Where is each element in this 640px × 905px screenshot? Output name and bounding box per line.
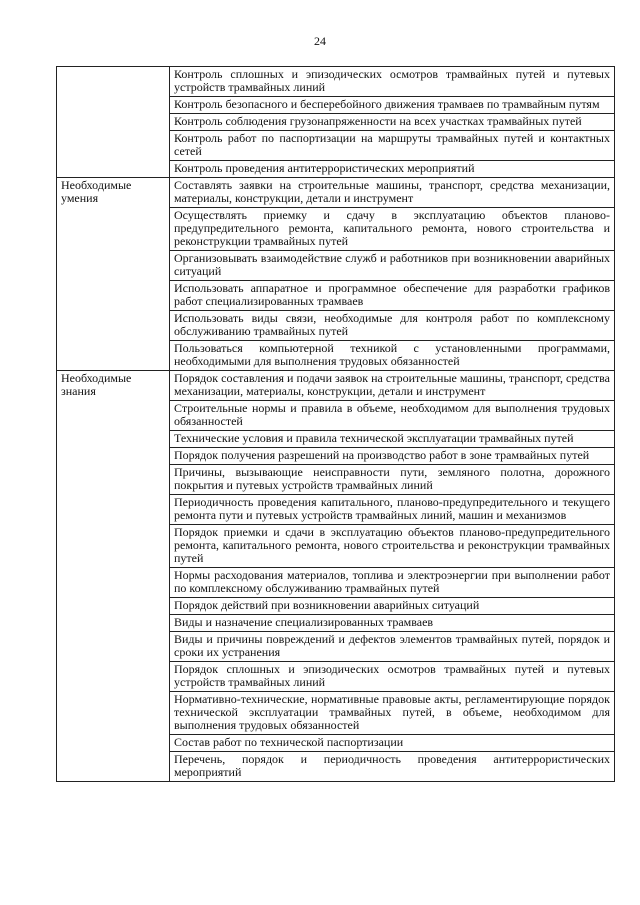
requirement-item: Строительные нормы и правила в объеме, необходимом для выполнения трудовых обязанностей xyxy=(170,401,615,431)
requirement-item: Пользоваться компьютерной техникой с установленными программами, необходимыми для выполнения трудовых обязанностей xyxy=(170,341,615,371)
requirement-item: Использовать аппаратное и программное обеспечение для разработки графиков работ специализированных трамваев xyxy=(170,281,615,311)
requirement-item: Виды и назначение специализированных трамваев xyxy=(170,615,615,632)
requirement-item: Периодичность проведения капитального, планово-предупредительного и текущего ремонта пути и путевых устройств трамвайных линий, машин и механизмов xyxy=(170,495,615,525)
requirements-table-body xyxy=(57,67,615,782)
requirement-item: Контроль проведения антитеррористических мероприятий xyxy=(170,161,615,178)
requirement-item: Порядок составления и подачи заявок на строительные машины, транспорт, средства механизации, материалы, конструкции, детали и инструмент xyxy=(170,371,615,401)
page-number: 24 xyxy=(314,34,326,48)
requirements-table xyxy=(56,66,615,782)
requirement-item: Порядок сплошных и эпизодических осмотров трамвайных путей и путевых устройств трамвайных линий xyxy=(170,662,615,692)
requirement-item: Порядок получения разрешений на производство работ в зоне трамвайных путей xyxy=(170,448,615,465)
requirement-item: Порядок приемки и сдачи в эксплуатацию объектов планово-предупредительного ремонта, капитального ремонта, нового строительства и реконструкции трамвайных путей xyxy=(170,525,615,568)
requirement-item: Составлять заявки на строительные машины, транспорт, средства механизации, материалы, конструкции, детали и инструмент xyxy=(170,178,615,208)
requirement-item: Причины, вызывающие неисправности пути, земляного полотна, дорожного покрытия и путевых устройств трамвайных линий xyxy=(170,465,615,495)
requirement-item: Нормативно-технические, нормативные правовые акты, регламентирующие порядок технической эксплуатации трамвайных путей, в объеме, необходимом для выполнения трудовых обязанностей xyxy=(170,692,615,735)
requirement-item: Порядок действий при возникновении аварийных ситуаций xyxy=(170,598,615,615)
requirement-item: Контроль безопасного и бесперебойного движения трамваев по трамвайным путям xyxy=(170,97,615,114)
requirement-item: Технические условия и правила технической эксплуатации трамвайных путей xyxy=(170,431,615,448)
requirement-item: Нормы расходования материалов, топлива и электроэнергии при выполнении работ по комплексному обслуживанию трамвайных путей xyxy=(170,568,615,598)
table-row xyxy=(57,371,615,401)
table-row xyxy=(57,178,615,208)
section-label: Необходимые знания xyxy=(57,371,170,782)
requirement-item: Использовать виды связи, необходимые для контроля работ по комплексному обслуживанию трамвайных путей xyxy=(170,311,615,341)
requirement-item: Состав работ по технической паспортизации xyxy=(170,735,615,752)
requirement-item: Контроль работ по паспортизации на маршруты трамвайных путей и контактных сетей xyxy=(170,131,615,161)
table-row xyxy=(57,67,615,97)
section-label: Необходимые умения xyxy=(57,178,170,371)
requirement-item: Контроль сплошных и эпизодических осмотров трамвайных путей и путевых устройств трамвайных линий xyxy=(170,67,615,97)
section-label xyxy=(57,67,170,178)
requirement-item: Виды и причины повреждений и дефектов элементов трамвайных путей, порядок и сроки их устранения xyxy=(170,632,615,662)
requirement-item: Контроль соблюдения грузонапряженности на всех участках трамвайных путей xyxy=(170,114,615,131)
requirement-item: Организовывать взаимодействие служб и работников при возникновении аварийных ситуаций xyxy=(170,251,615,281)
requirement-item: Осуществлять приемку и сдачу в эксплуатацию объектов планово-предупредительного ремонта, капитального ремонта, нового строительства и реконструкции трамвайных путей xyxy=(170,208,615,251)
requirement-item: Перечень, порядок и периодичность проведения антитеррористических мероприятий xyxy=(170,752,615,782)
